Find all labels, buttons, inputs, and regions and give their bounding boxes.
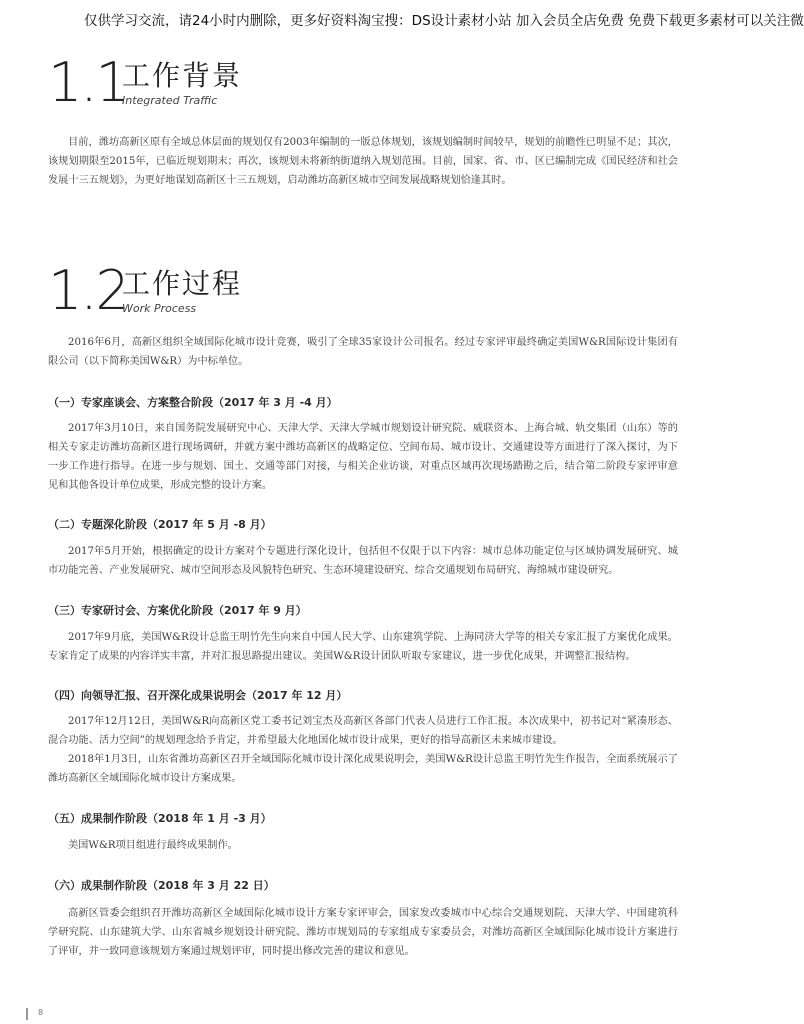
footer-divider (26, 1008, 28, 1020)
section-heading-process (48, 259, 348, 324)
section-number: 1.2 (48, 259, 128, 322)
section-title: 工作过程 (122, 267, 243, 300)
section-number: 1.1 (48, 51, 128, 114)
stage-paragraph: 2017年3月10日，来自国务院发展研究中心、天津大学、天津大学城市规划设计研究院、威联资本、上海合城、轨交集团（山东）等的相关专家走访潍坊高新区进行现场调研，并就方案中潍坊高新区的战略定位、空间布局、城市设计、交通建设等方面进行了深入探讨，为下一步工作进行指导。在进一步与规划、国土、交通等部门对接，与相关企业访谈，对重点区域再次现场踏勘之后，结合第二阶段专家评审意见和其他各设计单位成果，形成完整的设计方案。 (48, 423, 678, 491)
stage-paragraph: 2017年9月底，美国W&R设计总监王明竹先生向来自中国人民大学、山东建筑学院、上海同济大学等的相关专家汇报了方案优化成果。专家肯定了成果的内容详实丰富，并对汇报思路提出建议。美国W&R设计团队听取专家建议，进一步优化成果，并调整汇报结构。 (48, 632, 678, 662)
stage-heading: （六）成果制作阶段（2018 年 3 月 22 日） (48, 879, 275, 892)
stage-paragraph: 2018年1月3日，山东省潍坊高新区召开全域国际化城市设计深化成果说明会，美国W&R设计总监王明竹先生作报告，全面系统展示了潍坊高新区全域国际化城市设计方案成果。 (48, 754, 678, 784)
stage-paragraph: 2017年12月12日，美国W&R向高新区党工委书记刘宝杰及高新区各部门代表人员进行工作汇报。本次成果中，初书记对“紧凑形态、混合功能、活力空间”的规划理念给予肯定，并希望最大化地国化城市设计成果，更好的指导高新区未来城市建设。 (48, 716, 678, 746)
watermark-banner: 仅供学习交流，请24小时内删除，更多好资料淘宝搜：DS设计素材小站 加入会员全店免费 免费下载更多素材可以关注微 (84, 13, 804, 29)
stage-heading: （四）向领导汇报、召开深化成果说明会（2017 年 12 月） (48, 689, 348, 702)
stage-heading: （二）专题深化阶段（2017 年 5 月 -8 月） (48, 518, 272, 531)
stage-heading: （一）专家座谈会、方案整合阶段（2017 年 3 月 -4 月） (48, 396, 338, 409)
background-paragraph: 目前，潍坊高新区原有全域总体层面的规划仅有2003年编制的一版总体规划，该规划编制时间较早，规划的前瞻性已明显不足；其次，该规划期限至2015年，已临近规划期末；再次，该规划未将新纳街道纳入规划范围。目前，国家、省、市、区已编制完成《国民经济和社会发展十三五规划》，为更好地谋划高新区十三五规划，启动潍坊高新区城市空间发展战略规划恰逢其时。 (48, 137, 678, 186)
stage-paragraph: 高新区管委会组织召开潍坊高新区全域国际化城市设计方案专家评审会，国家发改委城市中心综合交通规划院、天津大学、中国建筑科学研究院、山东建筑大学、山东省城乡规划设计研究院、潍坊市规划局的专家组成专家委员会，对潍坊高新区全域国际化城市设计方案进行了评审，并一致同意该规划方案通过规划评审，同时提出修改完善的建议和意见。 (48, 908, 678, 957)
section-heading-background (48, 51, 348, 116)
stage-paragraph: 美国W&R项目组进行最终成果制作。 (68, 840, 238, 851)
section-subtitle: Integrated Traffic (122, 94, 218, 107)
section-title: 工作背景 (122, 59, 243, 92)
stage-heading: （五）成果制作阶段（2018 年 1 月 -3 月） (48, 812, 272, 825)
process-intro-paragraph: 2016年6月，高新区组织全域国际化城市设计竞赛，吸引了全球35家设计公司报名。经过专家评审最终确定美国W&R国际设计集团有限公司（以下简称美国W&R）为中标单位。 (48, 337, 678, 367)
section-subtitle: Work Process (122, 302, 197, 315)
page-number: 8 (38, 1008, 44, 1017)
stage-paragraph: 2017年5月开始，根据确定的设计方案对个专题进行深化设计，包括但不仅限于以下内容：城市总体功能定位与区域协调发展研究、城市功能完善、产业发展研究、城市空间形态及风貌特色研究、生态环境建设研究、综合交通规划布局研究、海绵城市建设研究。 (48, 546, 678, 576)
stage-heading: （三）专家研讨会、方案优化阶段（2017 年 9 月） (48, 604, 307, 617)
